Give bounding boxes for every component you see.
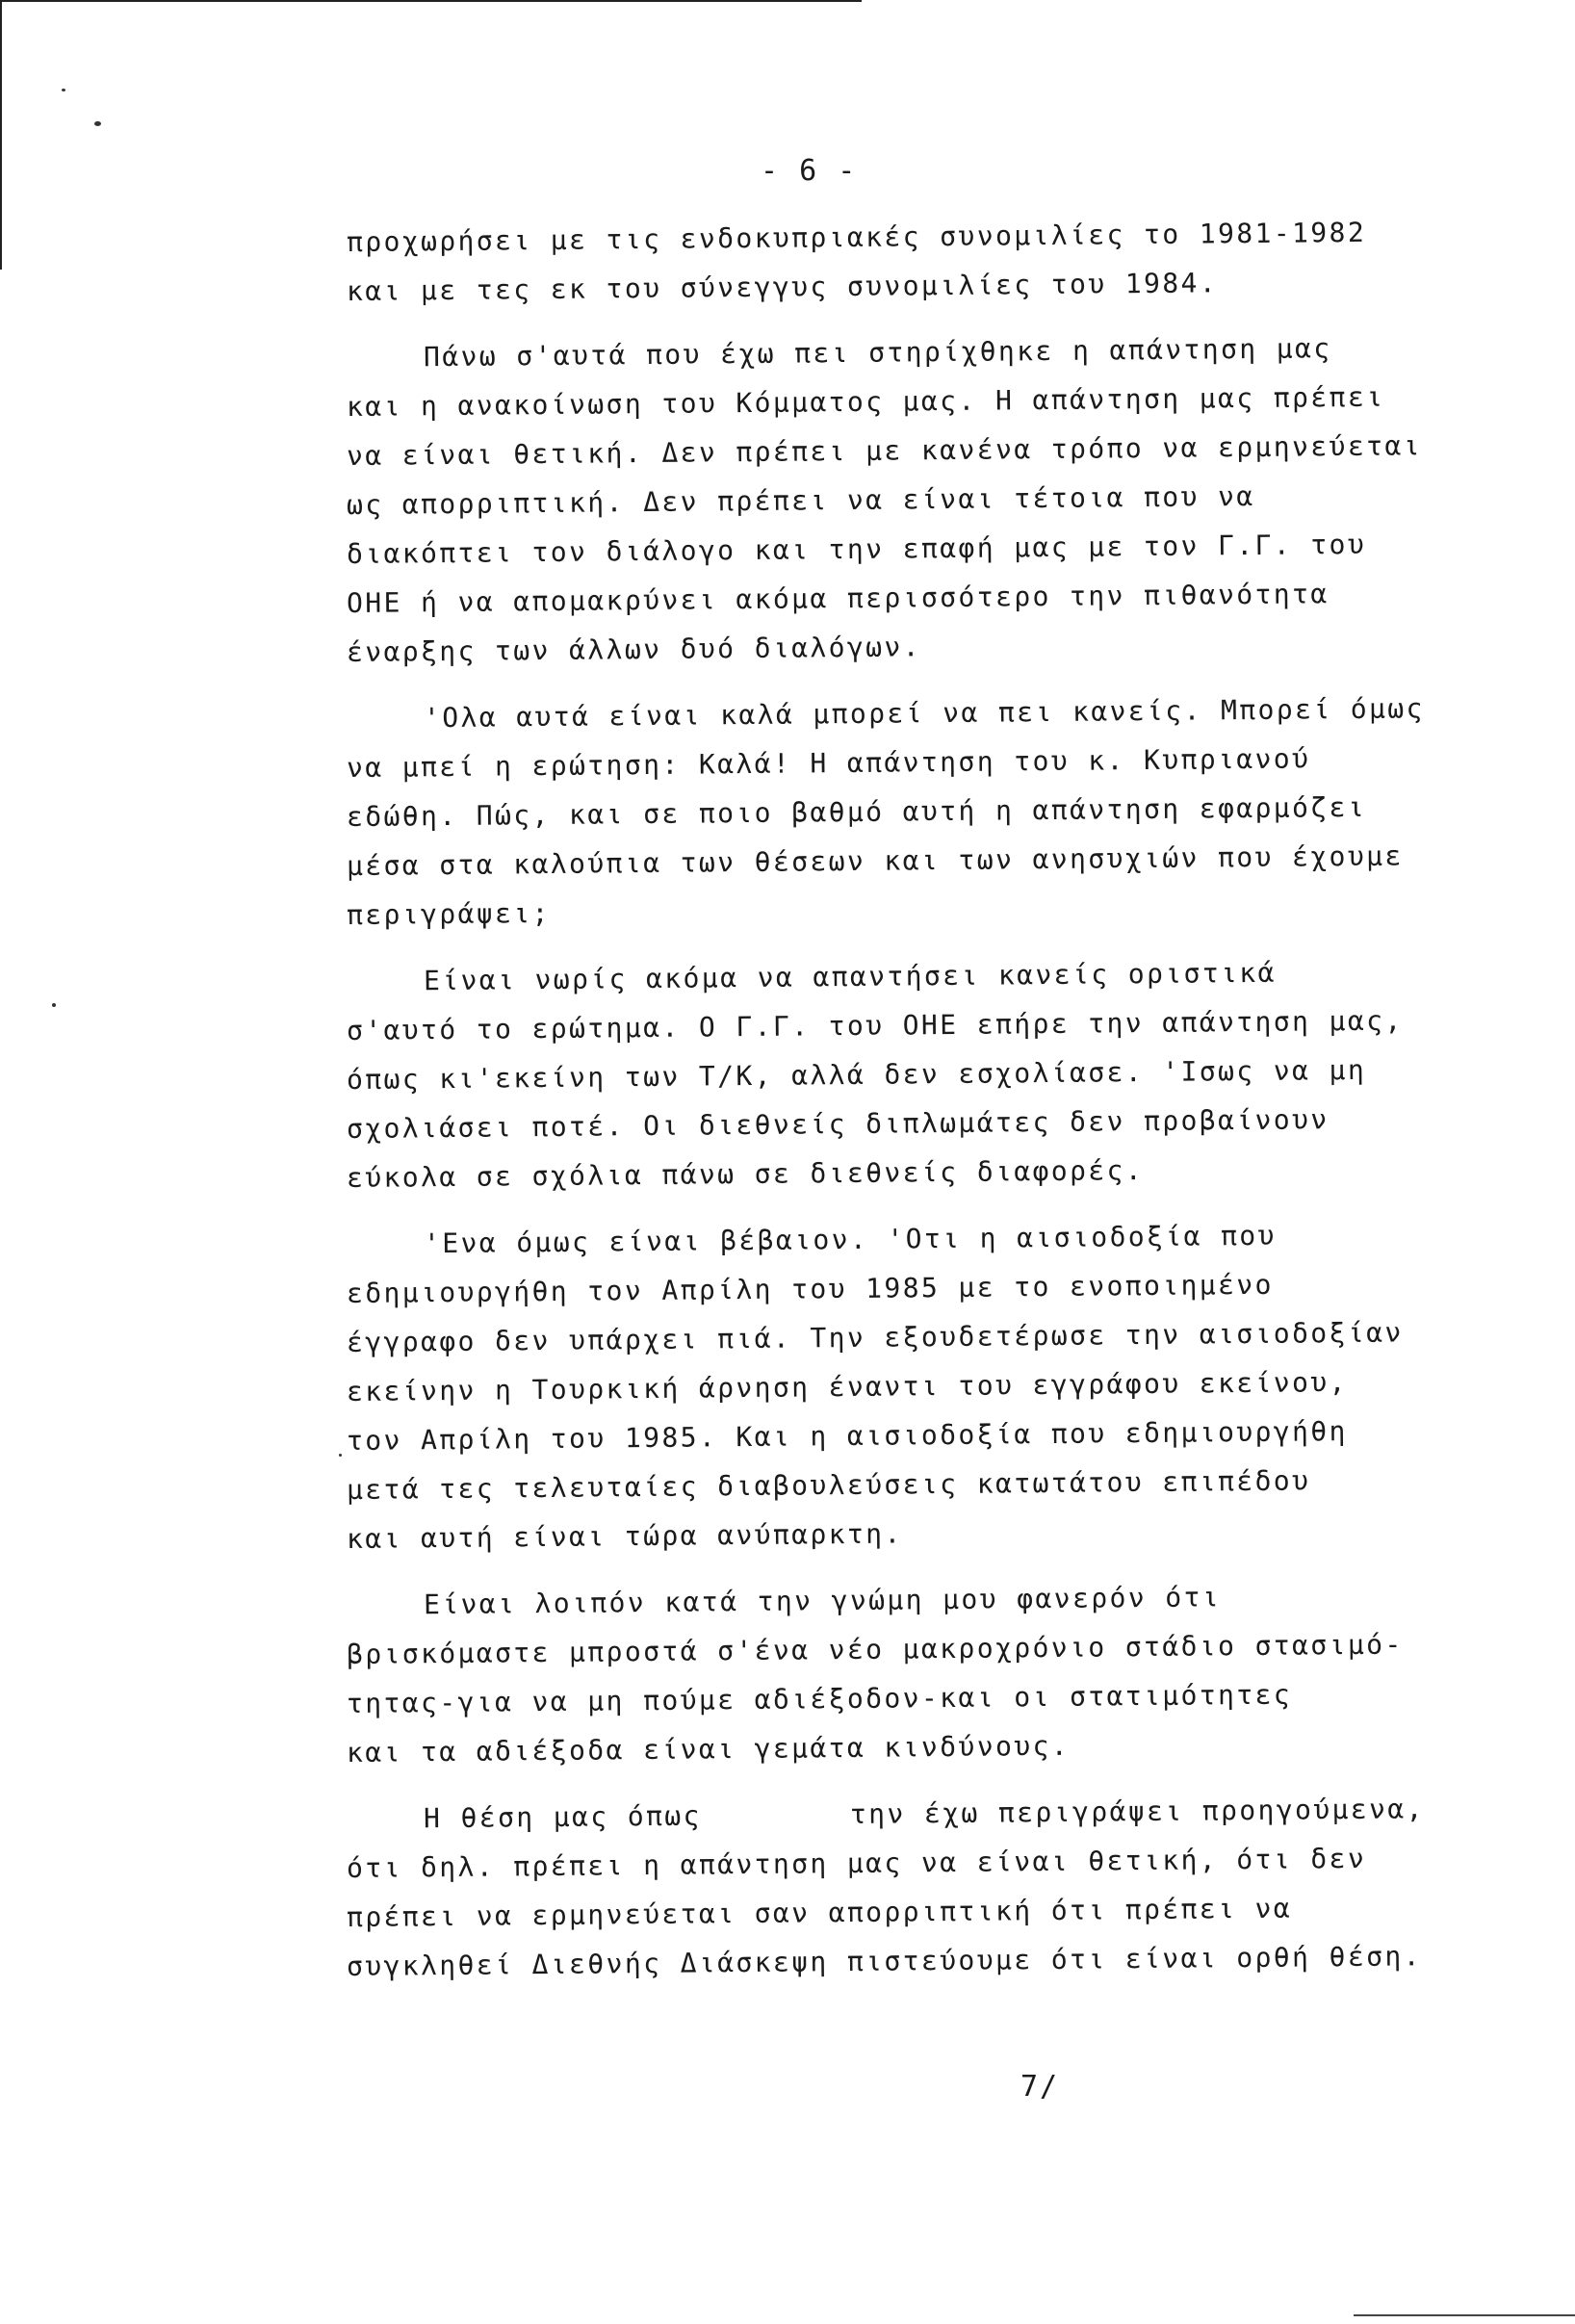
text-line: Η θέση μας όπως την έχω περιγράψει προηγούμενα, xyxy=(423,1793,1426,1835)
paragraph xyxy=(347,957,1502,1202)
paragraph xyxy=(347,1795,1502,1991)
text-line: Είναι νωρίς ακόμα να απαντήσει κανείς οριστικά xyxy=(423,956,1277,997)
text-line: βρισκόμαστε μπροστά σ'ένα νέο μακροχρόνιο στάδιο στασιμό- xyxy=(346,1628,1404,1670)
text-line: και τα αδιέξοδα είναι γεμάτα κινδύνους. xyxy=(346,1729,1071,1769)
text-line: ως απορριπτική. Δεν πρέπει να είναι τέτοια που να xyxy=(346,479,1255,521)
text-line: Πάνω σ'αυτά που έχω πει στηρίχθηκε η απάντηση μας xyxy=(423,332,1332,374)
document-body xyxy=(347,218,1502,2008)
paragraph xyxy=(347,333,1502,677)
scan-border-left xyxy=(0,0,2,270)
text-line: μετά τες τελευταίες διαβουλεύσεις κατωτάτου επιπέδου xyxy=(346,1464,1311,1506)
text-line: τητας-για να μη πούμε αδιέξοδον-και οι στατιμότητες xyxy=(346,1678,1293,1719)
text-line: μέσα στα καλούπια των θέσεων και των ανησυχιών που έχουμε xyxy=(346,839,1404,882)
text-line: Είναι λοιπόν κατά την γνώμη μου φανερόν ότι xyxy=(423,1581,1222,1621)
text-line: εδώθη. Πώς, και σε ποιο βαθμό αυτή η απάντηση εφαρμόζει xyxy=(346,790,1367,833)
scan-speck xyxy=(52,1003,56,1007)
text-line: και η ανακοίνωση του Κόμματος μας. Η απάντηση μας πρέπει xyxy=(346,380,1385,423)
continuation-marker: 7/ xyxy=(1020,2070,1060,2104)
text-line: όπως κι'εκείνη των Τ/Κ, αλλά δεν εσχολίασε. 'Ισως να μη xyxy=(346,1053,1367,1096)
text-line: ότι δηλ. πρέπει η απάντηση μας να είναι θετική, ότι δεν xyxy=(346,1842,1367,1884)
scan-border-top xyxy=(0,0,862,2)
text-line: να είναι θετική. Δεν πρέπει με κανένα τρόπο να ερμηνεύεται xyxy=(346,429,1423,472)
text-line: εκείνην η Τουρκική άρνηση έναντι του εγγράφου εκείνου, xyxy=(346,1366,1349,1407)
paragraph xyxy=(347,218,1502,316)
text-line: εδημιουργήθη τον Απρίλη του 1985 με το ενοποιημένο xyxy=(346,1268,1274,1309)
text-line: τον Απρίλη του 1985. Και η αισιοδοξία που εδημιουργήθη xyxy=(346,1415,1349,1457)
text-line: ΟΗΕ ή να απομακρύνει ακόμα περισσότερο την πιθανότητα xyxy=(346,578,1330,619)
text-line: να μπεί η ερώτηση: Καλά! Η απάντηση του κ. Κυπριανού xyxy=(346,742,1311,784)
text-line: 'Ολα αυτά είναι καλά μπορεί να πει κανείς. Μπορεί όμως xyxy=(423,692,1426,735)
text-line: και αυτή είναι τώρα ανύπαρκτη. xyxy=(346,1517,903,1555)
text-line: έναρξης των άλλων δυό διαλόγων. xyxy=(346,631,922,668)
text-line: περιγράψει; xyxy=(346,896,551,931)
scan-speck xyxy=(94,121,101,126)
text-line: συγκληθεί Διεθνής Διάσκεψη πιστεύουμε ότι είναι ορθή θέση. xyxy=(346,1940,1423,1982)
paragraph xyxy=(347,694,1502,940)
text-line: διακόπτει τον διάλογο και την επαφή μας με τον Γ.Γ. του xyxy=(346,528,1367,570)
paragraph xyxy=(347,1220,1502,1563)
text-line: πρέπει να ερμηνεύεται σαν απορριπτική ότι πρέπει να xyxy=(346,1892,1293,1933)
page-number: - 6 - xyxy=(761,154,858,188)
text-line: εύκολα σε σχόλια πάνω σε διεθνείς διαφορές. xyxy=(346,1154,1145,1194)
scan-border-bottom xyxy=(1354,2314,1575,2316)
scan-speck xyxy=(339,1454,342,1457)
paragraph xyxy=(347,1581,1502,1777)
scan-speck xyxy=(62,89,65,91)
text-line: και με τες εκ του σύνεγγυς συνομιλίες του 1984. xyxy=(346,267,1219,307)
text-line: σχολιάσει ποτέ. Οι διεθνείς διπλωμάτες δεν προβαίνουν xyxy=(346,1103,1330,1145)
text-line: έγγραφο δεν υπάρχει πιά. Την εξουδετέρωσε την αισιοδοξίαν xyxy=(346,1316,1404,1358)
text-line: προχωρήσει με τις ενδοκυπριακές συνομιλίες το 1981-1982 xyxy=(346,216,1367,258)
text-line: σ'αυτό το ερώτημα. Ο Γ.Γ. του ΟΗΕ επήρε την απάντηση μας, xyxy=(346,1004,1404,1046)
text-line: 'Ενα όμως είναι βέβαιον. 'Οτι η αισιοδοξία που xyxy=(423,1219,1277,1260)
